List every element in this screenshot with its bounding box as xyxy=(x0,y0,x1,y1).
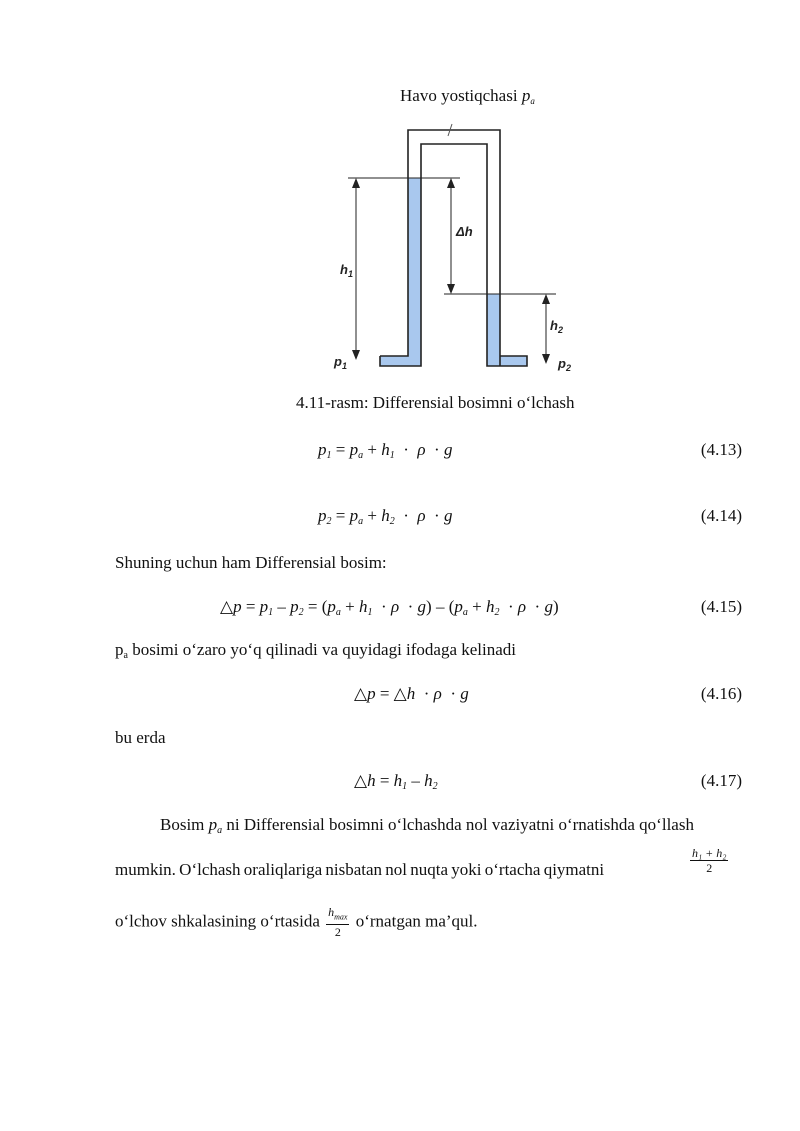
arrow-dh-bottom xyxy=(447,284,455,294)
figure-caption: 4.11-rasm: Differensial bosimni o‘lchash xyxy=(296,393,575,412)
equation-4-14: $p_2 = p_a + h_2 \cdot \rho \cdot g$ xyxy=(318,506,453,527)
equation-number: (4.15) xyxy=(700,597,742,616)
label-p2: $p_2$ xyxy=(558,356,571,373)
u-tube-manometer-diagram xyxy=(320,118,590,380)
tube-outer-wall xyxy=(380,130,500,366)
paragraph-bu-erda: bu erda xyxy=(115,728,166,747)
equation-number: (4.16) xyxy=(700,684,742,703)
equation-4-13: $p_1 = p_a + h_1 \cdot \rho \cdot g$ xyxy=(318,440,453,461)
fluid-left-foot xyxy=(380,356,421,366)
label-p1: $p_1$ xyxy=(334,354,347,371)
tube-bottom-left xyxy=(380,144,527,366)
arrow-h2-bottom xyxy=(542,354,550,364)
arrow-h2-top xyxy=(542,294,550,304)
fraction-hmax: $\frac{h_{max}}{2}$ xyxy=(328,905,348,940)
fluid-left-column xyxy=(408,178,421,358)
paragraph-bosim-line1: Bosim $p_a$ ni Differensial bosimni o‘lchashda nol vaziyatni o‘rnatishda qo‘llash xyxy=(160,815,694,836)
figure-top-label: Havo yostiqchasi $p_a$ xyxy=(400,86,535,106)
paragraph-pa: $p_a$ bosimi o‘zaro yo‘q qilinadi va quyidagi ifodaga kelinadi xyxy=(115,640,517,661)
equation-number: (4.17) xyxy=(700,771,742,790)
equation-number: (4.13) xyxy=(700,440,742,459)
label-h2: $h_2$ xyxy=(550,318,563,335)
arrow-h1-bottom xyxy=(352,350,360,360)
equation-4-17: △h = $h_1 - h_2$ xyxy=(354,771,438,792)
fluid-right-column xyxy=(487,294,500,366)
fraction-mean: $\frac{\text{h₁ + h₂}}{2}$ xyxy=(692,846,727,875)
label-dh: Δh xyxy=(456,224,473,239)
equation-4-15: △p = $p_1 - p_2 = (p_a + h_1 \cdot \rho \cdot g) - (p_a + h_2 \cdot \rho \cdot g)$ xyxy=(220,597,559,618)
label-h1: $h_1$ xyxy=(340,262,353,279)
equation-4-16: △p = △h · ρ · g xyxy=(354,684,469,703)
paragraph-shuning: Shuning uchun ham Differensial bosim: xyxy=(115,553,387,572)
equation-number: (4.14) xyxy=(700,506,742,525)
paragraph-bosim-line3: o‘lchov shkalasining o‘rtasida $\frac{h_{max}}{2}$ o‘rnatgan ma’qul. xyxy=(115,905,478,940)
fluid-right-foot xyxy=(487,356,527,366)
arrow-h1-top xyxy=(352,178,360,188)
paragraph-bosim-line2: mumkin. O‘lchash oraliqlariga nisbatan nol nuqta yoki o‘rtacha qiymatni xyxy=(115,860,605,879)
arrow-dh-top xyxy=(447,178,455,188)
